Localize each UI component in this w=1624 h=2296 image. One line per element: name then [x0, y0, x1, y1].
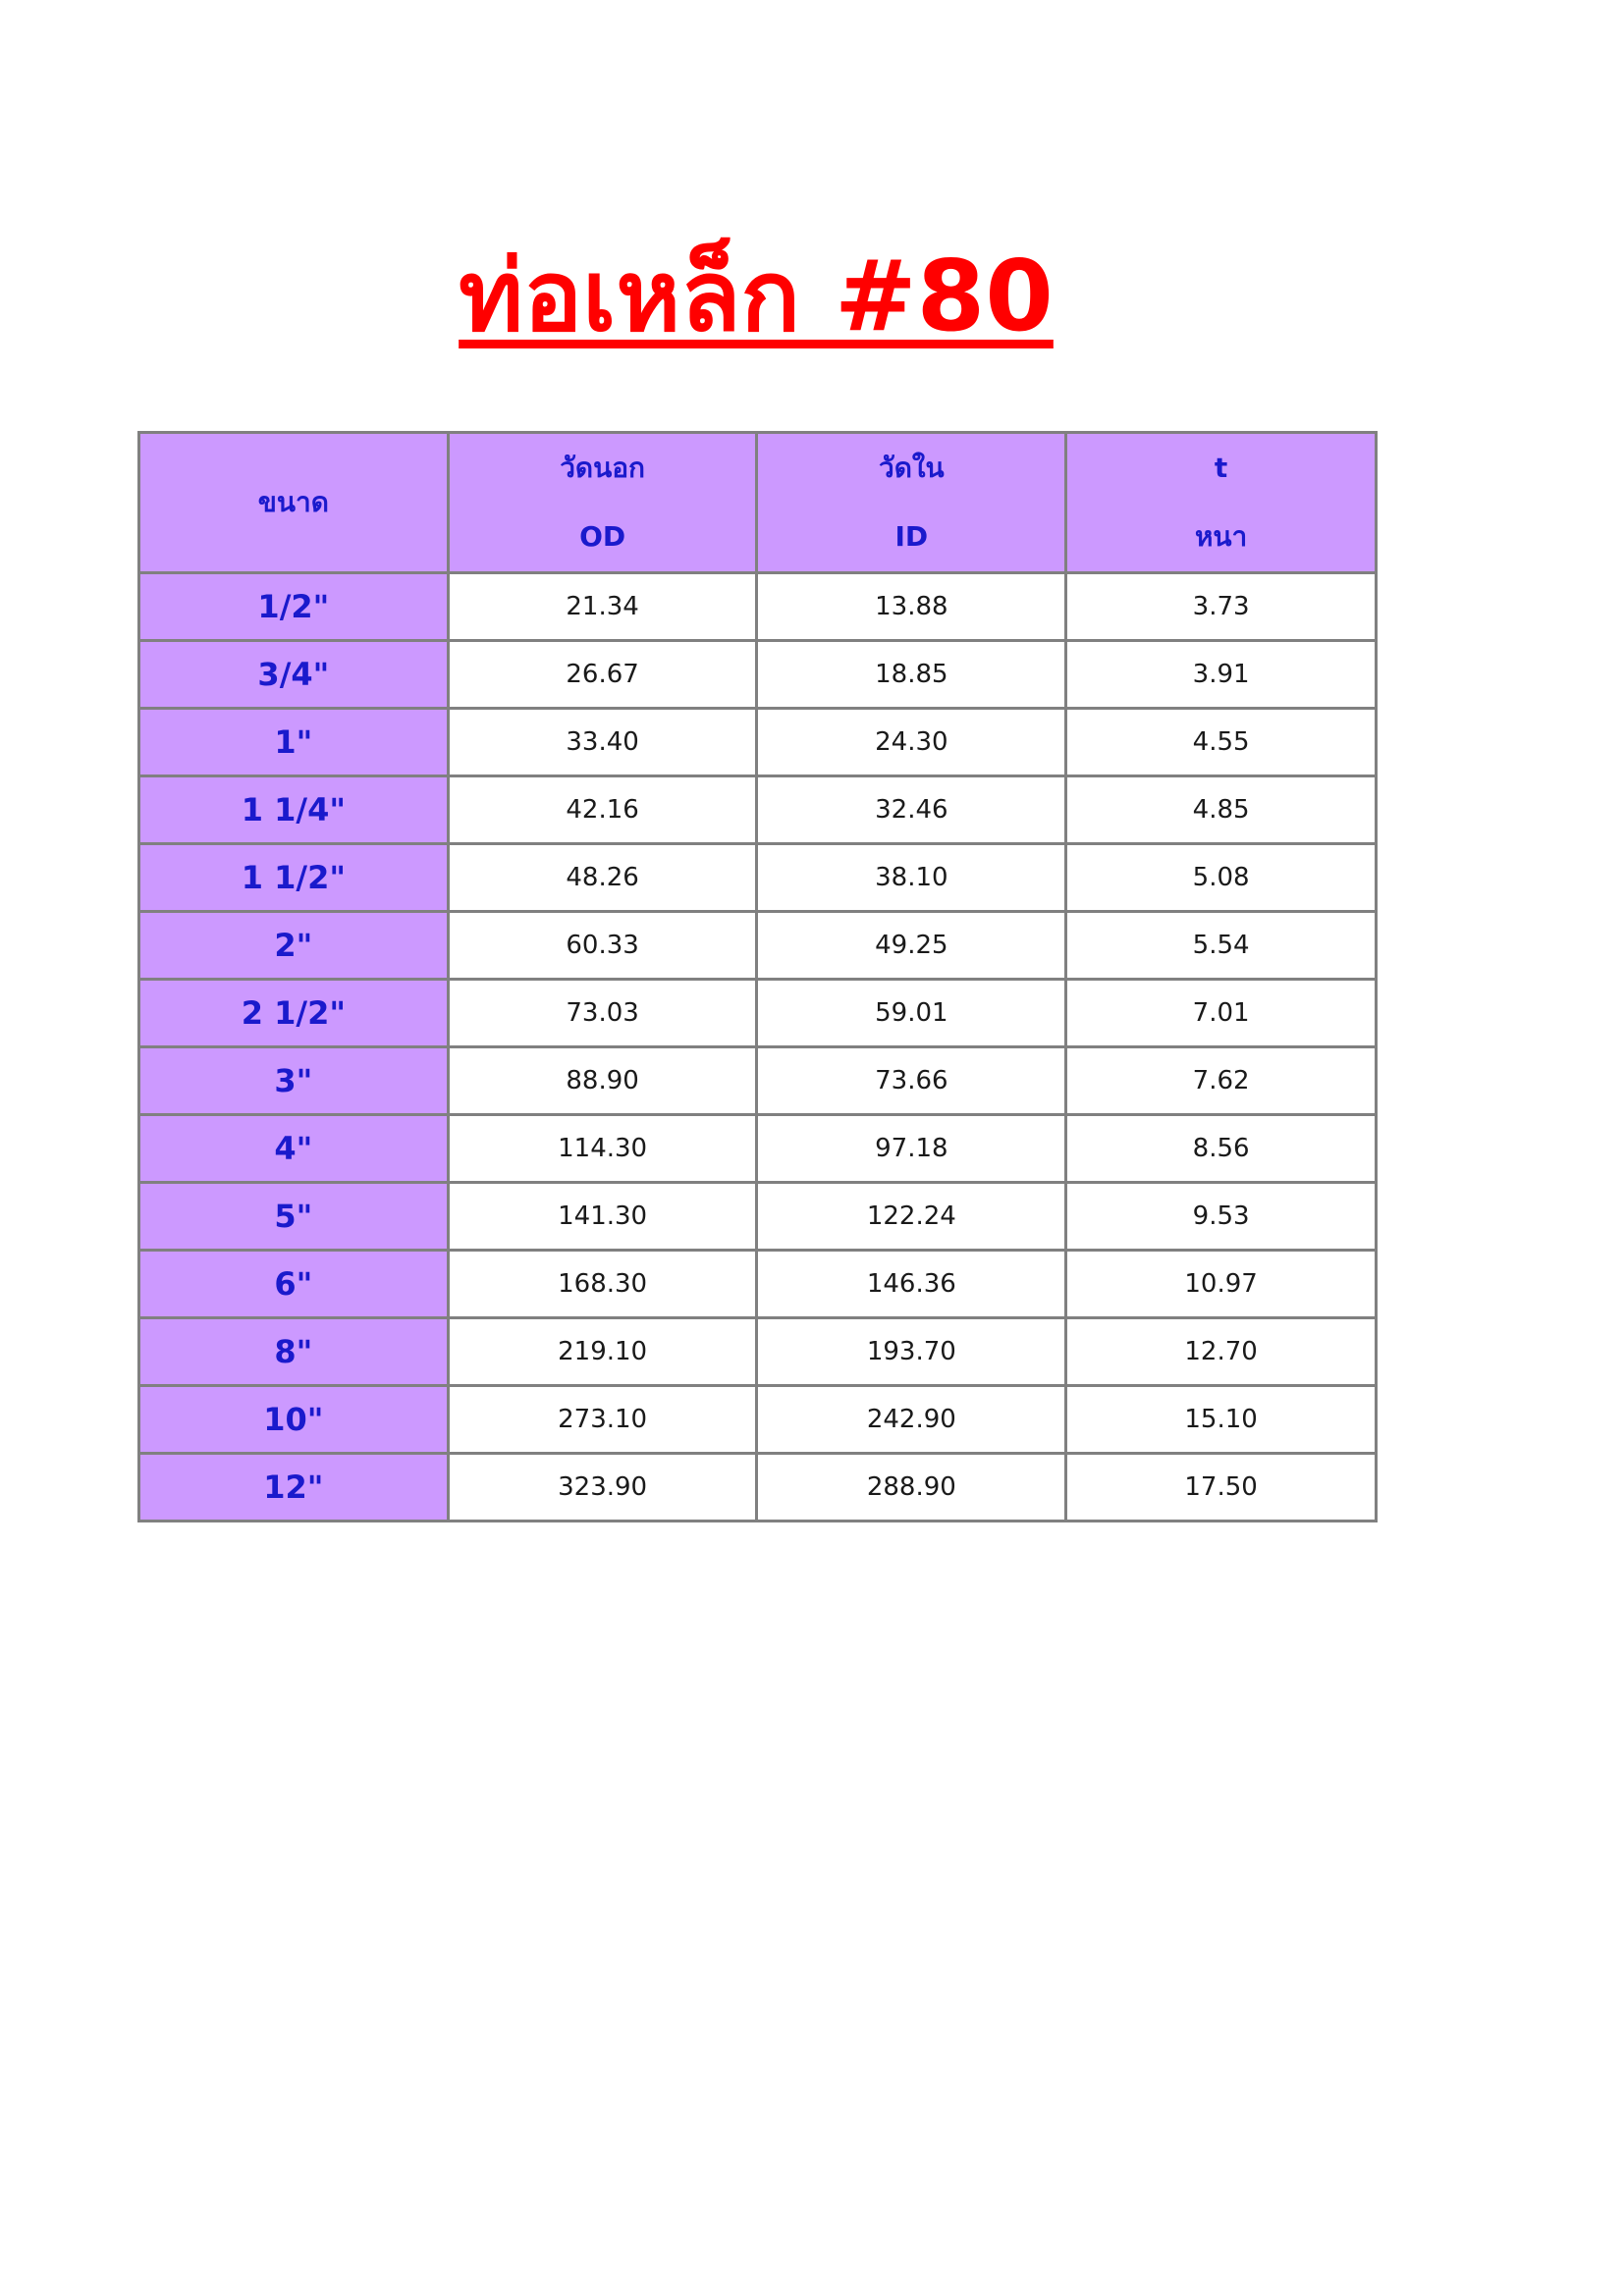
header-id — [757, 433, 1066, 573]
table-row — [139, 573, 1377, 641]
table-row — [139, 641, 1377, 709]
table-row — [139, 1454, 1377, 1522]
thickness-cell: 7.01 — [1066, 980, 1377, 1047]
size-cell: 3/4" — [139, 641, 449, 709]
size-cell: 1/2" — [139, 573, 449, 641]
id-cell: 49.25 — [757, 912, 1066, 980]
id-cell: 193.70 — [757, 1318, 1066, 1386]
size-cell: 12" — [139, 1454, 449, 1522]
size-cell: 3" — [139, 1047, 449, 1115]
table-row — [139, 1386, 1377, 1454]
table-row — [139, 844, 1377, 912]
thickness-cell: 17.50 — [1066, 1454, 1377, 1522]
size-cell: 6" — [139, 1251, 449, 1318]
table-row — [139, 776, 1377, 844]
table-row — [139, 1318, 1377, 1386]
thickness-cell: 7.62 — [1066, 1047, 1377, 1115]
od-cell: 60.33 — [448, 912, 757, 980]
thickness-cell: 4.85 — [1066, 776, 1377, 844]
size-cell: 4" — [139, 1115, 449, 1183]
thickness-cell: 15.10 — [1066, 1386, 1377, 1454]
table-row — [139, 1183, 1377, 1251]
id-cell: 288.90 — [757, 1454, 1066, 1522]
od-cell: 48.26 — [448, 844, 757, 912]
id-cell: 122.24 — [757, 1183, 1066, 1251]
od-cell: 33.40 — [448, 709, 757, 776]
id-cell: 13.88 — [757, 573, 1066, 641]
header-od-code: OD — [579, 520, 626, 553]
header-thickness — [1066, 433, 1377, 573]
od-cell: 88.90 — [448, 1047, 757, 1115]
od-cell: 42.16 — [448, 776, 757, 844]
od-cell: 141.30 — [448, 1183, 757, 1251]
table-row — [139, 709, 1377, 776]
thickness-cell: 9.53 — [1066, 1183, 1377, 1251]
thickness-cell: 3.91 — [1066, 641, 1377, 709]
id-cell: 32.46 — [757, 776, 1066, 844]
id-cell: 59.01 — [757, 980, 1066, 1047]
thickness-cell: 3.73 — [1066, 573, 1377, 641]
header-id-thai: วัดใน — [878, 452, 945, 484]
id-cell: 97.18 — [757, 1115, 1066, 1183]
id-cell: 24.30 — [757, 709, 1066, 776]
od-cell: 21.34 — [448, 573, 757, 641]
table-row — [139, 1047, 1377, 1115]
size-cell: 10" — [139, 1386, 449, 1454]
header-size-label: ขนาด — [257, 486, 329, 518]
header-t-thai: หนา — [1194, 520, 1248, 553]
table-row — [139, 1251, 1377, 1318]
size-cell: 1 1/4" — [139, 776, 449, 844]
id-cell: 18.85 — [757, 641, 1066, 709]
thickness-cell: 5.08 — [1066, 844, 1377, 912]
od-cell: 273.10 — [448, 1386, 757, 1454]
size-cell: 1 1/2" — [139, 844, 449, 912]
header-size — [139, 433, 449, 573]
size-cell: 5" — [139, 1183, 449, 1251]
size-cell: 2" — [139, 912, 449, 980]
id-cell: 73.66 — [757, 1047, 1066, 1115]
thickness-cell: 8.56 — [1066, 1115, 1377, 1183]
id-cell: 146.36 — [757, 1251, 1066, 1318]
header-id-code: ID — [894, 520, 929, 553]
size-cell: 1" — [139, 709, 449, 776]
header-od-thai: วัดนอก — [560, 452, 646, 484]
header-od — [448, 433, 757, 573]
od-cell: 114.30 — [448, 1115, 757, 1183]
pipe-spec-table — [137, 431, 1378, 1522]
size-cell: 2 1/2" — [139, 980, 449, 1047]
id-cell: 242.90 — [757, 1386, 1066, 1454]
thickness-cell: 4.55 — [1066, 709, 1377, 776]
od-cell: 323.90 — [448, 1454, 757, 1522]
od-cell: 26.67 — [448, 641, 757, 709]
page-title: ท่อเหล็ก #80 — [459, 239, 1054, 353]
table-header-row — [139, 433, 1377, 573]
od-cell: 73.03 — [448, 980, 757, 1047]
thickness-cell: 5.54 — [1066, 912, 1377, 980]
table-row — [139, 912, 1377, 980]
size-cell: 8" — [139, 1318, 449, 1386]
od-cell: 168.30 — [448, 1251, 757, 1318]
id-cell: 38.10 — [757, 844, 1066, 912]
thickness-cell: 10.97 — [1066, 1251, 1377, 1318]
header-t-code: t — [1214, 452, 1228, 484]
table-row — [139, 980, 1377, 1047]
table-body — [139, 573, 1377, 1522]
od-cell: 219.10 — [448, 1318, 757, 1386]
table-row — [139, 1115, 1377, 1183]
thickness-cell: 12.70 — [1066, 1318, 1377, 1386]
